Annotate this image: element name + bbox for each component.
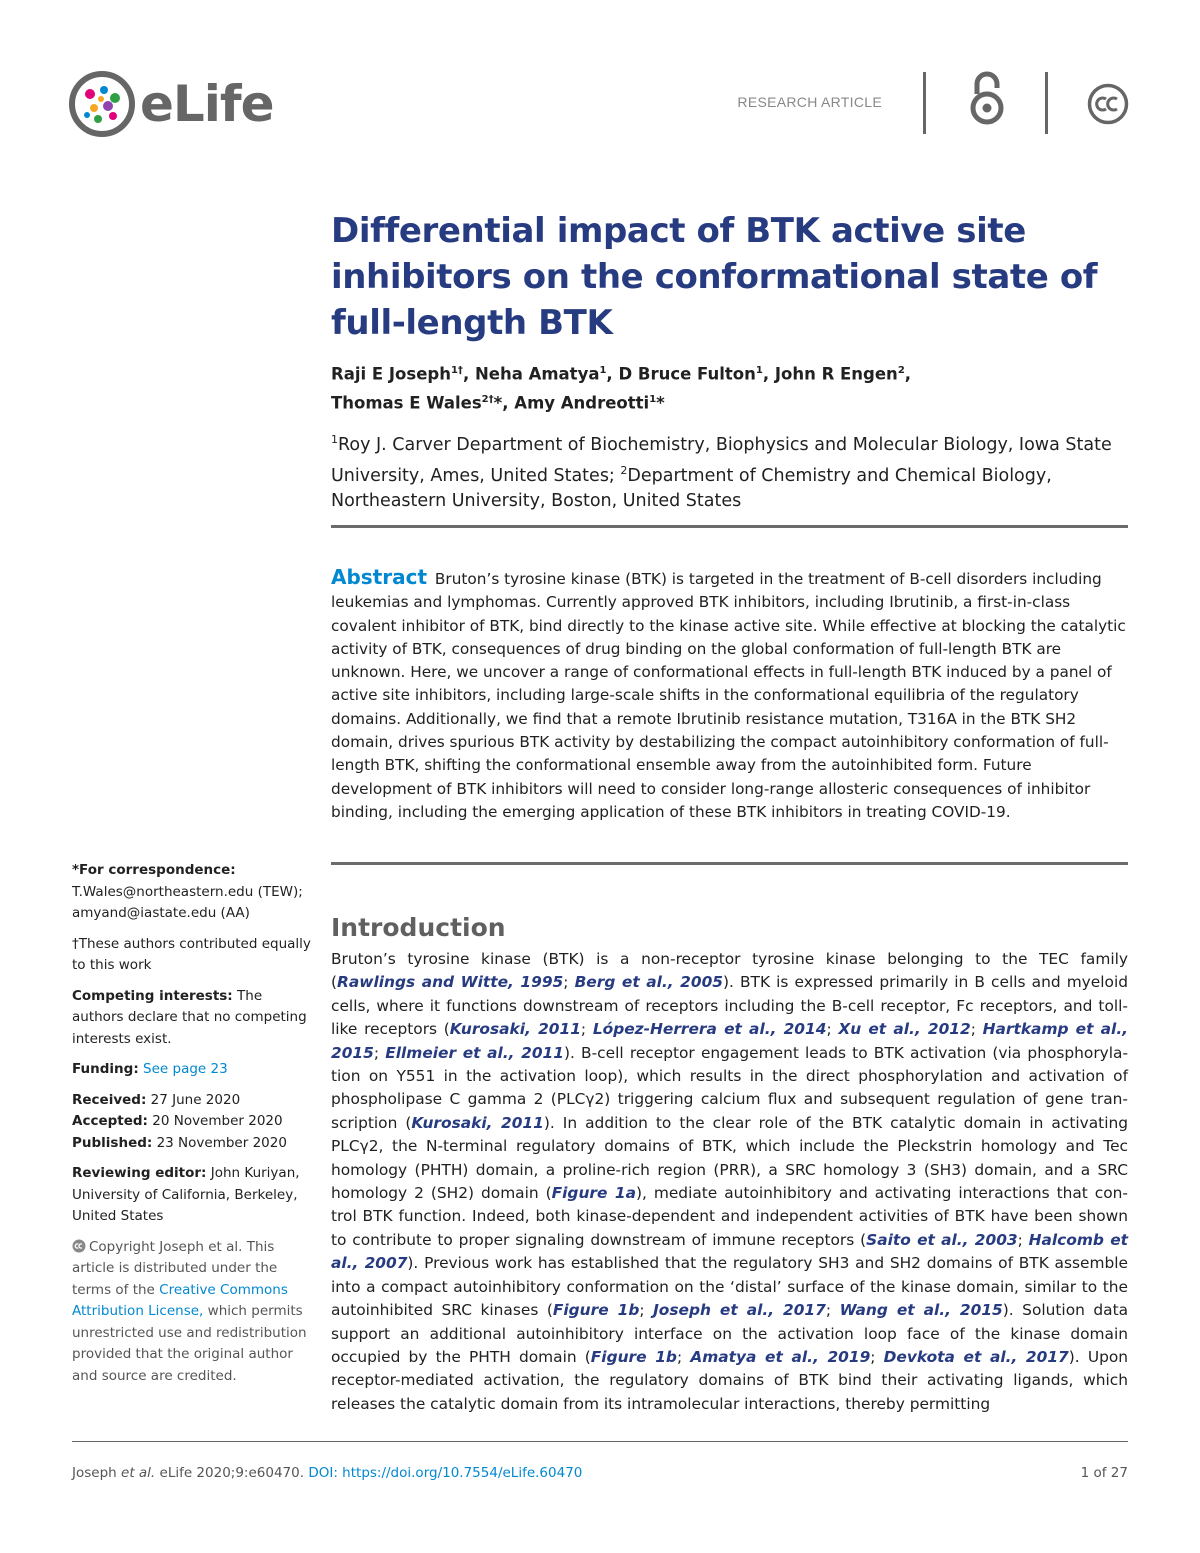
reviewing-editor-label: Reviewing editor:	[72, 1165, 207, 1181]
body-text: ). B-cell receptor engagement leads to BTK activation (via phosphoryla-tion on Y551 in the activation loop), which results in the direct phosphorylation and activation of phospholipase C gamma 2 (PLCγ2) triggering calcium flux and subsequent regulation of gene tran-scription (	[331, 1043, 1129, 1132]
published-date: 23 November 2020	[152, 1134, 287, 1151]
received-label: Received:	[72, 1091, 147, 1108]
footer-divider	[72, 1441, 1128, 1442]
article-sidebar	[72, 860, 312, 1396]
body-text: ). Solution data support an additional autoinhibitory interface on the activation loop face of the kinase domain occupied by the PHTH domain (	[331, 1301, 1129, 1366]
body-text: ;	[1017, 1230, 1029, 1249]
author-name[interactable]: Amy Andreotti	[514, 393, 650, 412]
license-link[interactable]: Creative Commons Attribution License,	[72, 1281, 288, 1319]
competing-interests	[72, 986, 312, 1051]
accepted-label: Accepted:	[72, 1113, 148, 1129]
author-separator: *,	[493, 393, 515, 412]
body-text: ), mediate autoinhibitory and activating interactions that con-trol BTK function. Indeed, both kinase-dependent and independent activities of BTK have been shown to contribute to proper signaling downstream of immune receptors (	[331, 1184, 1128, 1249]
open-access-icon[interactable]	[965, 70, 1009, 126]
body-text: ;	[563, 973, 575, 992]
body-text: ;	[970, 1020, 983, 1039]
affiliation-number: 1	[331, 433, 338, 446]
body-text: ;	[826, 1020, 839, 1039]
author-separator: ,	[904, 364, 912, 384]
header-divider	[923, 72, 926, 134]
equal-contribution-note: †These authors contributed equally to this work	[72, 935, 311, 973]
article-dates	[72, 1090, 312, 1155]
citation-etal: et al.	[116, 1465, 156, 1481]
author-separator: ,	[606, 364, 619, 384]
affiliations	[331, 427, 1141, 514]
author-affiliation-mark: 1	[649, 393, 657, 405]
body-text: ). BTK is expressed primarily in B cells and myeloid cells, where it functions downstream of receptors including the B-cell receptor, Fc receptors, and toll-like receptors (	[331, 973, 1128, 1039]
body-text: ). In addition to the clear role of the BTK catalytic domain in activating PLCγ2, the N-terminal regulatory domains of BTK, which include the Pleckstrin homology and Tec homology (PHTH) domain, a proline-rich region (PRR), a SRC homology 3 (SH3) domain, and a SRC homology 2 (SH2) domain (	[331, 1113, 1129, 1203]
citation-link[interactable]: Wang et al., 2015	[839, 1301, 1003, 1320]
introduction-heading: Introduction	[331, 913, 506, 942]
author-affiliation-mark: 1	[599, 365, 607, 376]
citation-link[interactable]: Kurosaki, 2011	[449, 1020, 581, 1039]
funding-label: Funding:	[72, 1061, 139, 1077]
affiliation-number: 2	[620, 463, 628, 477]
body-text: ;	[676, 1347, 691, 1366]
author-list	[331, 358, 1151, 415]
abstract-text: Bruton’s tyrosine kinase (BTK) is targeted in the treatment of B-cell disorders including leukemias and lymphomas. Currently approved BTK inhibitors, including Ibrutinib, a first-in-class covalent inhibitor of BTK, bind directly to the kinase active site. While effective at blocking the catalytic activity of BTK, consequences of drug binding on the global conformation of full-length BTK are unknown. Here, we uncover a range of conformational effects in full-length BTK induced by a panel of active site inhibitors, including large-scale shifts in the conformational equilibria of the regulatory domains. Additionally, we find that a remote Ibrutinib resistance mutation, T316A in the BTK SH2 domain, drives spurious BTK activity by destabilizing the compact autoinhibitory conformation of full-length BTK, shifting the conformational ensemble away from the autoinhibited form. Future development of BTK inhibitors will need to consider long-range allosteric consequences of inhibitor binding, including the emerging application of these BTK inhibitors in treating COVID-19.	[331, 570, 1126, 821]
body-text: ;	[580, 1020, 593, 1039]
license-statement	[72, 1237, 312, 1388]
citation-link[interactable]: Amatya et al., 2019	[690, 1347, 871, 1366]
funding	[72, 1059, 312, 1081]
correspondence-block	[72, 860, 312, 925]
footer-citation	[72, 1465, 582, 1481]
license-text-post: which permits unrestricted use and redistribution provided that the original author and source are credited.	[72, 1303, 307, 1384]
citation-link[interactable]: Rawlings and Witte, 1995	[337, 973, 564, 992]
citation-journal: eLife 2020;9:e60470.	[155, 1465, 309, 1481]
citation-link[interactable]: Figure 1a	[551, 1184, 636, 1203]
introduction-body	[331, 948, 1128, 1416]
body-text: ;	[373, 1043, 386, 1062]
citation-link[interactable]: Joseph et al., 2017	[653, 1301, 826, 1320]
body-text: ). Previous work has established that the regulatory SH3 and SH2 domains of BTK assemble into a compact autoinhibitory conformation on the ‘distal’ surface of the kinase domain, similar to the autoinhibited SRC kinases (	[331, 1254, 1128, 1320]
citation-author: Joseph	[72, 1465, 117, 1481]
body-text: Bruton’s tyrosine kinase (BTK) is a non-receptor tyrosine kinase belonging to the TEC family (	[331, 950, 1128, 992]
elife-logo-icon	[68, 70, 136, 138]
reviewing-editor-text: John Kuriyan, University of California, Berkeley, United States	[72, 1165, 300, 1224]
citation-link[interactable]: Kurosaki, 2011	[411, 1113, 544, 1132]
affiliation-text: Roy J. Carver Department of Biochemistry, Biophysics and Molecular Biology, Iowa State University, Ames, United States;	[331, 434, 1112, 486]
doi-link[interactable]: DOI: https://doi.org/10.7554/eLife.60470	[308, 1465, 583, 1481]
creative-commons-icon[interactable]	[1087, 83, 1129, 125]
citation-link[interactable]: López-Herrera et al., 2014	[592, 1020, 827, 1039]
citation-link[interactable]: Berg et al., 2005	[574, 973, 723, 992]
correspondence-emails[interactable]: T.Wales@northeastern.edu (TEW); amyand@iastate.edu (AA)	[72, 883, 303, 921]
body-text: ;	[639, 1301, 654, 1320]
citation-link[interactable]: Xu et al., 2012	[838, 1020, 971, 1039]
author-name[interactable]: Neha Amatya	[474, 364, 600, 384]
received-date: 27 June 2020	[146, 1091, 241, 1108]
correspondence-label: *For correspondence:	[72, 862, 236, 878]
elife-logo[interactable]	[68, 66, 278, 142]
author-affiliation-mark: 2†	[481, 393, 494, 405]
body-text: ;	[825, 1301, 840, 1320]
citation-link[interactable]: Saito et al., 2003	[866, 1230, 1018, 1249]
competing-interests-label: Competing interests:	[72, 987, 233, 1004]
section-divider	[331, 525, 1128, 528]
body-text: ). Upon receptor-mediated activation, the regulatory domains of BTK bind their activating ligands, which releases the catalytic domain from its intramolecular interactions, thereby permitting	[331, 1347, 1129, 1413]
author-name[interactable]: Thomas E Wales	[331, 393, 482, 412]
competing-interests-text: The authors declare that no competing interests exist.	[72, 987, 307, 1047]
abstract	[331, 566, 1128, 824]
author-separator: ,	[762, 364, 775, 384]
elife-logo-text: eLife	[140, 75, 274, 133]
header-divider	[1045, 72, 1048, 134]
accepted-date: 20 November 2020	[147, 1113, 283, 1129]
author-name[interactable]: Raji E Joseph	[331, 364, 451, 384]
author-affiliation-mark: 2	[897, 365, 905, 376]
reviewing-editor	[72, 1163, 312, 1228]
article-type-label: RESEARCH ARTICLE	[737, 94, 882, 110]
citation-link[interactable]: Figure 1b	[590, 1347, 677, 1366]
author-separator: *	[656, 393, 665, 412]
page-number: 1 of 27	[1080, 1465, 1128, 1481]
citation-link[interactable]: Devkota et al., 2017	[883, 1347, 1069, 1366]
affiliation-text: Department of Chemistry and Chemical Biology, Northeastern University, Boston, United States	[331, 465, 1052, 511]
section-divider	[331, 862, 1128, 865]
citation-link[interactable]: Figure 1b	[552, 1301, 640, 1320]
author-affiliation-mark: 1	[755, 365, 763, 376]
citation-link[interactable]: Ellmeier et al., 2011	[385, 1043, 564, 1062]
author-affiliation-mark: 1†	[450, 365, 463, 376]
citation-link[interactable]: Hartkamp et al., 2015	[331, 1020, 1129, 1062]
published-label: Published:	[72, 1134, 153, 1151]
abstract-heading: Abstract	[331, 565, 428, 589]
creative-commons-icon	[72, 1239, 86, 1253]
author-name[interactable]: D Bruce Fulton	[618, 364, 756, 384]
author-separator: ,	[462, 364, 475, 384]
body-text: ;	[870, 1347, 884, 1366]
funding-link[interactable]: See page 23	[143, 1061, 228, 1077]
citation-link[interactable]: Halcomb et al., 2007	[331, 1230, 1129, 1273]
license-text-pre: Copyright Joseph et al. This article is distributed under the terms of the	[72, 1238, 278, 1298]
author-name[interactable]: John R Engen	[774, 364, 898, 384]
article-title: Differential impact of BTK active site inhibitors on the conformational state of full-length BTK	[331, 211, 1098, 343]
